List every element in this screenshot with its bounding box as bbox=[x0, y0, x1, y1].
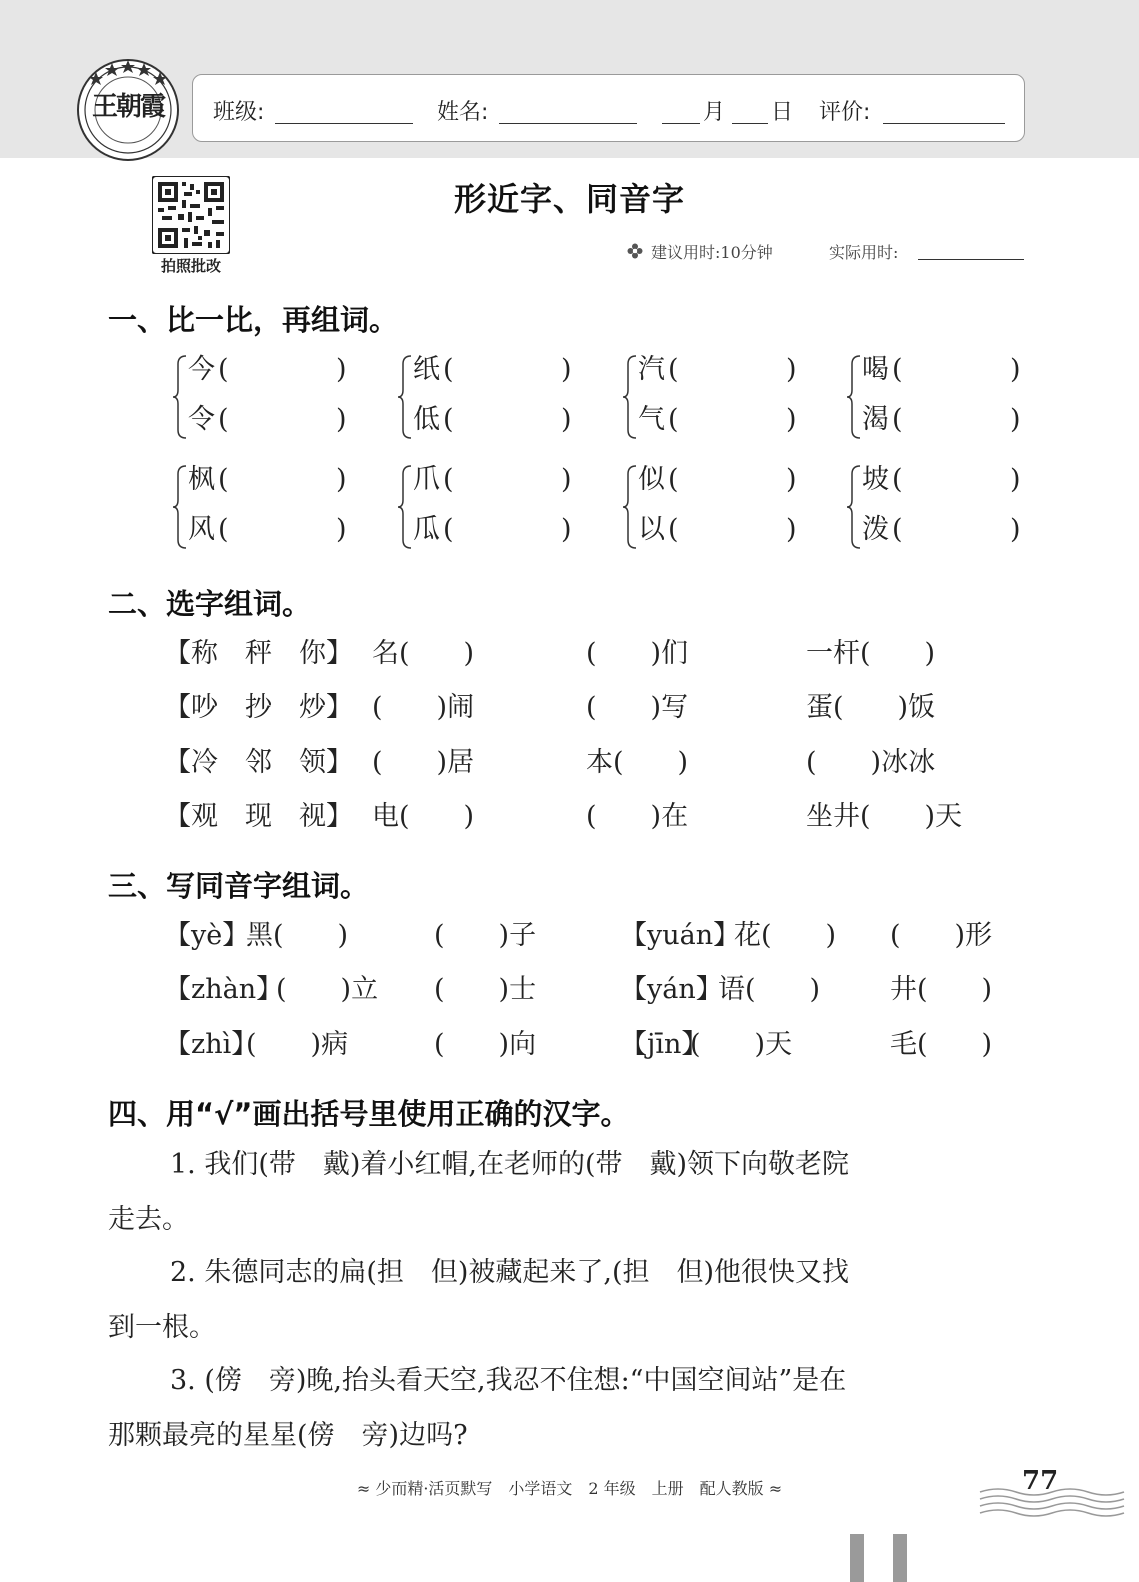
question-1-line-2: 走去。 bbox=[108, 1204, 189, 1235]
pinyin: 【yè】 bbox=[164, 920, 250, 951]
blank-word[interactable]: 名( ) bbox=[372, 638, 475, 669]
logo-text: 王朝霞 bbox=[91, 92, 164, 122]
answer-paren-open[interactable]: ( bbox=[892, 354, 903, 385]
char: 喝 bbox=[862, 354, 889, 385]
actual-time-field[interactable] bbox=[918, 259, 1024, 260]
blank-word[interactable]: ( )立 bbox=[276, 974, 379, 1005]
evaluation-label: 评价: bbox=[819, 100, 871, 125]
char: 令 bbox=[188, 404, 215, 435]
left-brace-icon bbox=[397, 354, 413, 440]
answer-paren-open[interactable]: ( bbox=[443, 514, 454, 545]
char: 风 bbox=[188, 514, 215, 545]
answer-paren-close[interactable]: ) bbox=[1010, 354, 1021, 385]
char: 气 bbox=[638, 404, 665, 435]
answer-paren-close[interactable]: ) bbox=[336, 354, 347, 385]
wave-decoration-icon bbox=[978, 1486, 1128, 1520]
month-field[interactable] bbox=[662, 123, 700, 124]
answer-paren-open[interactable]: ( bbox=[668, 354, 679, 385]
char: 以 bbox=[638, 514, 665, 545]
question-3-line-2[interactable]: 那颗最亮的星星(傍 旁)边吗? bbox=[108, 1420, 468, 1451]
section-2-heading: 二、选字组词。 bbox=[108, 587, 312, 621]
blank-word[interactable]: ( )天 bbox=[690, 1029, 793, 1060]
blank-word[interactable]: ( )们 bbox=[586, 638, 689, 669]
pinyin: 【yán】 bbox=[620, 974, 723, 1005]
char: 枫 bbox=[188, 464, 215, 495]
blank-word[interactable]: 电( ) bbox=[372, 801, 475, 832]
answer-paren-open[interactable]: ( bbox=[218, 354, 229, 385]
answer-paren-open[interactable]: ( bbox=[668, 514, 679, 545]
left-brace-icon bbox=[622, 354, 638, 440]
student-info-box bbox=[192, 74, 1025, 142]
blank-word[interactable]: 井( ) bbox=[890, 974, 993, 1005]
char: 爪 bbox=[413, 464, 440, 495]
blank-word[interactable]: ( )闹 bbox=[372, 692, 475, 723]
char: 今 bbox=[188, 354, 215, 385]
answer-paren-close[interactable]: ) bbox=[1010, 514, 1021, 545]
page-title: 形近字、同音字 bbox=[453, 180, 685, 218]
blank-word[interactable]: 语( ) bbox=[718, 974, 821, 1005]
class-label: 班级: bbox=[213, 100, 265, 125]
blank-word[interactable]: ( )病 bbox=[246, 1029, 349, 1060]
section-3-heading: 三、写同音字组词。 bbox=[108, 869, 370, 903]
left-brace-icon bbox=[397, 464, 413, 550]
char: 泼 bbox=[862, 514, 889, 545]
question-2-line-2: 到一根。 bbox=[108, 1312, 216, 1343]
question-3-line-1[interactable]: 3. (傍 旁)晚,抬头看天空,我忍不住想:“中国空间站”是在 bbox=[170, 1365, 847, 1396]
answer-paren-close[interactable]: ) bbox=[336, 404, 347, 435]
evaluation-field[interactable] bbox=[883, 123, 1005, 124]
blank-word[interactable]: ( )士 bbox=[434, 974, 537, 1005]
char: 低 bbox=[413, 404, 440, 435]
section-4-heading: 四、用“√”画出括号里使用正确的汉字。 bbox=[108, 1097, 630, 1131]
question-2-line-1[interactable]: 2. 朱德同志的扁(担 但)被藏起来了,(担 但)他很快又找 bbox=[170, 1257, 850, 1288]
answer-paren-open[interactable]: ( bbox=[892, 514, 903, 545]
left-brace-icon bbox=[846, 354, 862, 440]
answer-paren-close[interactable]: ) bbox=[336, 464, 347, 495]
left-brace-icon bbox=[172, 354, 188, 440]
answer-paren-open[interactable]: ( bbox=[218, 464, 229, 495]
answer-paren-close[interactable]: ) bbox=[561, 514, 572, 545]
blank-word[interactable]: 坐井( )天 bbox=[806, 801, 963, 832]
left-brace-icon bbox=[846, 464, 862, 550]
blank-word[interactable]: ( )形 bbox=[890, 920, 993, 951]
day-label: 日 bbox=[771, 100, 794, 125]
answer-paren-close[interactable]: ) bbox=[561, 354, 572, 385]
page-tab-marker bbox=[893, 1534, 907, 1582]
suggested-time: 建议用时:10分钟 bbox=[651, 243, 773, 262]
blank-word[interactable]: ( )子 bbox=[434, 920, 537, 951]
answer-paren-close[interactable]: ) bbox=[786, 464, 797, 495]
choice-chars: 【观 现 视】 bbox=[164, 801, 353, 832]
answer-paren-close[interactable]: ) bbox=[786, 404, 797, 435]
left-brace-icon bbox=[622, 464, 638, 550]
char: 汽 bbox=[638, 354, 665, 385]
choice-chars: 【冷 邻 领】 bbox=[164, 747, 353, 778]
blank-word[interactable]: 黑( ) bbox=[246, 920, 349, 951]
page-number: 77 bbox=[1022, 1466, 1059, 1496]
blank-word[interactable]: 蛋( )饭 bbox=[806, 692, 936, 723]
answer-paren-open[interactable]: ( bbox=[218, 514, 229, 545]
answer-paren-close[interactable]: ) bbox=[561, 404, 572, 435]
pinyin: 【yuán】 bbox=[620, 920, 741, 951]
answer-paren-close[interactable]: ) bbox=[1010, 404, 1021, 435]
answer-paren-close[interactable]: ) bbox=[336, 514, 347, 545]
char: 纸 bbox=[413, 354, 440, 385]
month-label: 月 bbox=[703, 100, 726, 125]
pinyin: 【zhì】 bbox=[164, 1029, 259, 1060]
blank-word[interactable]: ( )冰冰 bbox=[806, 747, 936, 778]
choice-chars: 【称 秤 你】 bbox=[164, 638, 353, 669]
answer-paren-open[interactable]: ( bbox=[218, 404, 229, 435]
answer-paren-open[interactable]: ( bbox=[443, 464, 454, 495]
answer-paren-open[interactable]: ( bbox=[892, 404, 903, 435]
question-1-line-1[interactable]: 1. 我们(带 戴)着小红帽,在老师的(带 戴)领下向敬老院 bbox=[170, 1149, 850, 1180]
blank-word[interactable]: 一杆( ) bbox=[806, 638, 936, 669]
footer-text: ≈ 少而精·活页默写 小学语文 2 年级 上册 配人教版 ≈ bbox=[356, 1479, 783, 1498]
left-brace-icon bbox=[172, 464, 188, 550]
pinyin: 【zhàn】 bbox=[164, 974, 284, 1005]
qr-label: 拍照批改 bbox=[160, 257, 221, 275]
blank-word[interactable]: ( )居 bbox=[372, 747, 475, 778]
char: 似 bbox=[638, 464, 665, 495]
char: 渴 bbox=[862, 404, 889, 435]
day-field[interactable] bbox=[732, 123, 768, 124]
section-1-heading: 一、比一比，再组词。 bbox=[108, 303, 399, 337]
answer-paren-open[interactable]: ( bbox=[668, 464, 679, 495]
answer-paren-open[interactable]: ( bbox=[668, 404, 679, 435]
char: 坡 bbox=[862, 464, 889, 495]
answer-paren-open[interactable]: ( bbox=[443, 354, 454, 385]
blank-word[interactable]: 毛( ) bbox=[890, 1029, 993, 1060]
pinyin: 【jīn】 bbox=[620, 1029, 709, 1060]
char: 瓜 bbox=[413, 514, 440, 545]
answer-paren-close[interactable]: ) bbox=[561, 464, 572, 495]
answer-paren-close[interactable]: ) bbox=[1010, 464, 1021, 495]
answer-paren-open[interactable]: ( bbox=[443, 404, 454, 435]
blank-word[interactable]: ( )写 bbox=[586, 692, 689, 723]
name-field[interactable] bbox=[499, 123, 637, 124]
answer-paren-close[interactable]: ) bbox=[786, 354, 797, 385]
class-field[interactable] bbox=[275, 123, 413, 124]
blank-word[interactable]: ( )向 bbox=[434, 1029, 537, 1060]
answer-paren-close[interactable]: ) bbox=[786, 514, 797, 545]
flower-icon bbox=[627, 243, 643, 259]
page-tab-marker bbox=[850, 1534, 864, 1582]
name-label: 姓名: bbox=[437, 100, 489, 125]
blank-word[interactable]: 本( ) bbox=[586, 747, 689, 778]
actual-time-label: 实际用时: bbox=[829, 243, 899, 262]
blank-word[interactable]: 花( ) bbox=[734, 920, 837, 951]
blank-word[interactable]: ( )在 bbox=[586, 801, 689, 832]
answer-paren-open[interactable]: ( bbox=[892, 464, 903, 495]
choice-chars: 【吵 抄 炒】 bbox=[164, 692, 353, 723]
